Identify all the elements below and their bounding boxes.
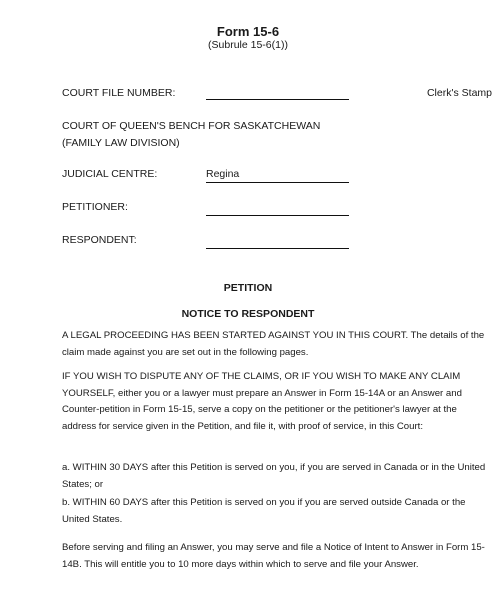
paragraph-legal-proceeding: A LEGAL PROCEEDING HAS BEEN STARTED AGAINST YOU IN THIS COURT. The details of the claim made against you are set out in the following pages. — [62, 330, 485, 358]
paragraph-notice-of-intent: Before serving and filing an Answer, you may serve and file a Notice of Intent to Answer in Form 15-14B. This will entitle you to 10 more days within which to serve and file your Answer. — [62, 542, 485, 570]
paragraph-30-days: a. WITHIN 30 DAYS after this Petition is served on you, if you are served in Canada or in the United States; or — [62, 462, 486, 490]
petitioner-line[interactable] — [206, 215, 349, 216]
paragraph-dispute-claims: IF YOU WISH TO DISPUTE ANY OF THE CLAIMS, OR IF YOU WISH TO MAKE ANY CLAIM YOURSELF, either you or a lawyer must prepare an Answer in Form 15-14A or an Answer and Counter-petition in Form 15-15, serve a copy on the petitioner or the petitioner's lawyer at the address for service given in the Petition, and file it, with proof of service, in this Court: — [62, 371, 462, 433]
petitioner-label: PETITIONER: — [62, 201, 128, 213]
respondent-line[interactable] — [206, 248, 349, 249]
respondent-label: RESPONDENT: — [62, 234, 137, 246]
court-file-number-label: COURT FILE NUMBER: — [62, 87, 176, 99]
judicial-centre-label: JUDICIAL CENTRE: — [62, 168, 158, 180]
court-file-number-line[interactable] — [206, 99, 349, 100]
notice-heading: NOTICE TO RESPONDENT — [181, 308, 315, 320]
court-division: (FAMILY LAW DIVISION) — [62, 137, 180, 149]
judicial-centre-value: Regina — [206, 168, 240, 180]
paragraph-60-days: b. WITHIN 60 DAYS after this Petition is served on you if you are served outside Canada or the United States. — [62, 497, 466, 525]
judicial-centre-line[interactable] — [206, 182, 349, 183]
court-name: COURT OF QUEEN'S BENCH FOR SASKATCHEWAN — [62, 120, 321, 132]
form-subtitle: (Subrule 15-6(1)) — [208, 39, 288, 51]
clerk-stamp-label: Clerk's Stamp — [426, 87, 492, 99]
form-title: Form 15-6 — [216, 24, 280, 39]
petition-heading: PETITION — [223, 282, 273, 294]
